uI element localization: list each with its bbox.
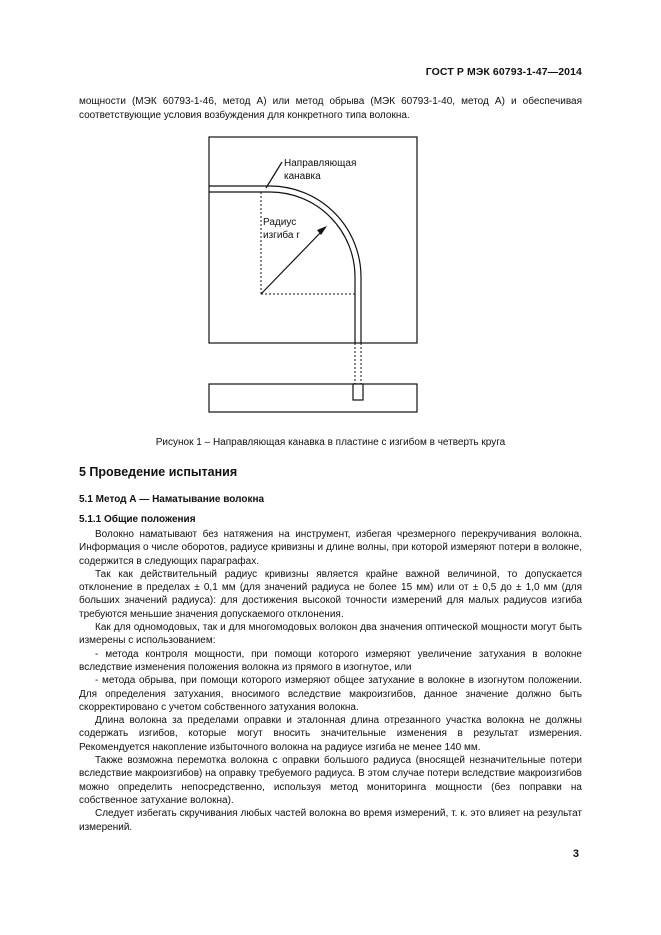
figure-caption: Рисунок 1 – Направляющая канавка в пластине с изгибом в четверть круга [155,437,506,448]
intro-text: мощности (МЭК 60793-1-46, метод А) или метод обрыва (МЭК 60793-1-40, метод А) и обеспечивая соответствующие условия возбуждения для конкретного типа волокна. [79,96,582,121]
paragraph-1: Волокно наматывают без натяжения на инструмент, избегая чрезмерного перекручивания волокна. Информация о числе оборотов, радиусе кривизны и длине волны, при которой измеряют потери в волокне, содержится в следующих параграфах. [79,529,582,567]
intro-paragraph [79,95,582,122]
paragraph-3: Как для одномодовых, так и для многомодовых волокон два значения оптической мощности могут быть измерены с использованием: [79,622,582,647]
groove-label-line2: канавка [284,171,321,182]
groove-leader-line [266,162,282,188]
radius-arrowhead [317,226,327,235]
paragraph-6: Длина волокна за пределами оправки и эталонная длина отрезанного участка волокна не должны содержать изгибов, которые могут вносить значительные изменения в результат измерения. Рекомендуется накопление избыточного волокна на радиусе изгиба не менее 140 мм. [79,715,582,753]
radius-label-line2: изгиба r [263,230,300,241]
paragraph-5: - метода обрыва, при помощи которого измеряют общее затухание в волокне в изогнутом положении. Для определения затухания, вносимого вследствие макроизгибов, данное значение должно быть скорректировано с учетом собственного затухания волокна. [79,675,582,713]
paragraph-8: Следует избегать скручивания любых частей волокна во время измерений, т. к. это влияет на результат измерений. [79,808,582,833]
radius-label-line1: Радиус [263,217,297,228]
document-header: ГОСТ Р МЭК 60793-1-47—2014 [425,66,582,78]
figure-1 [200,134,430,424]
page-number: 3 [572,848,579,860]
groove-outer-line [209,186,361,343]
lower-plate-outline [209,384,417,412]
subsubsection-title: 5.1.1 Общие положения [79,514,196,525]
paragraph-2: Так как действительный радиус кривизны является крайне важной величиной, то допускается отклонение в пределах ± 0,1 мм (для значений радиуса не более 15 мм) или от ± 0,5 до ± 1,0 мм (для больших значений радиуса): для достижения высокой точности измерений для малых радиусов изгиба требуются меньшие значения допускаемого отклонения. [79,568,582,620]
groove-label-line1: Направляющая [284,158,357,169]
fiber-end [353,384,363,400]
groove-inner-line [209,192,355,343]
paragraph-4: - метода контроля мощности, при помощи которого измеряют увеличение затухания в волокне вследствие изменения положения волокна из прямого в изогнутое, или [79,648,582,673]
section-body [79,528,582,834]
subsection-title: 5.1 Метод А — Наматывание волокна [79,494,265,505]
paragraph-7: Также возможна перемотка волокна с оправки большого радиуса (вносящей незначительные потери вследствие макроизгибов) на оправку требуемого радиуса. В этом случае потери вследствие макроизгибов можно определить непосредственно, используя метод мониторинга мощности (без поправки на собственное затухание волокна). [79,755,582,806]
section-title: 5 Проведение испытания [79,465,238,479]
